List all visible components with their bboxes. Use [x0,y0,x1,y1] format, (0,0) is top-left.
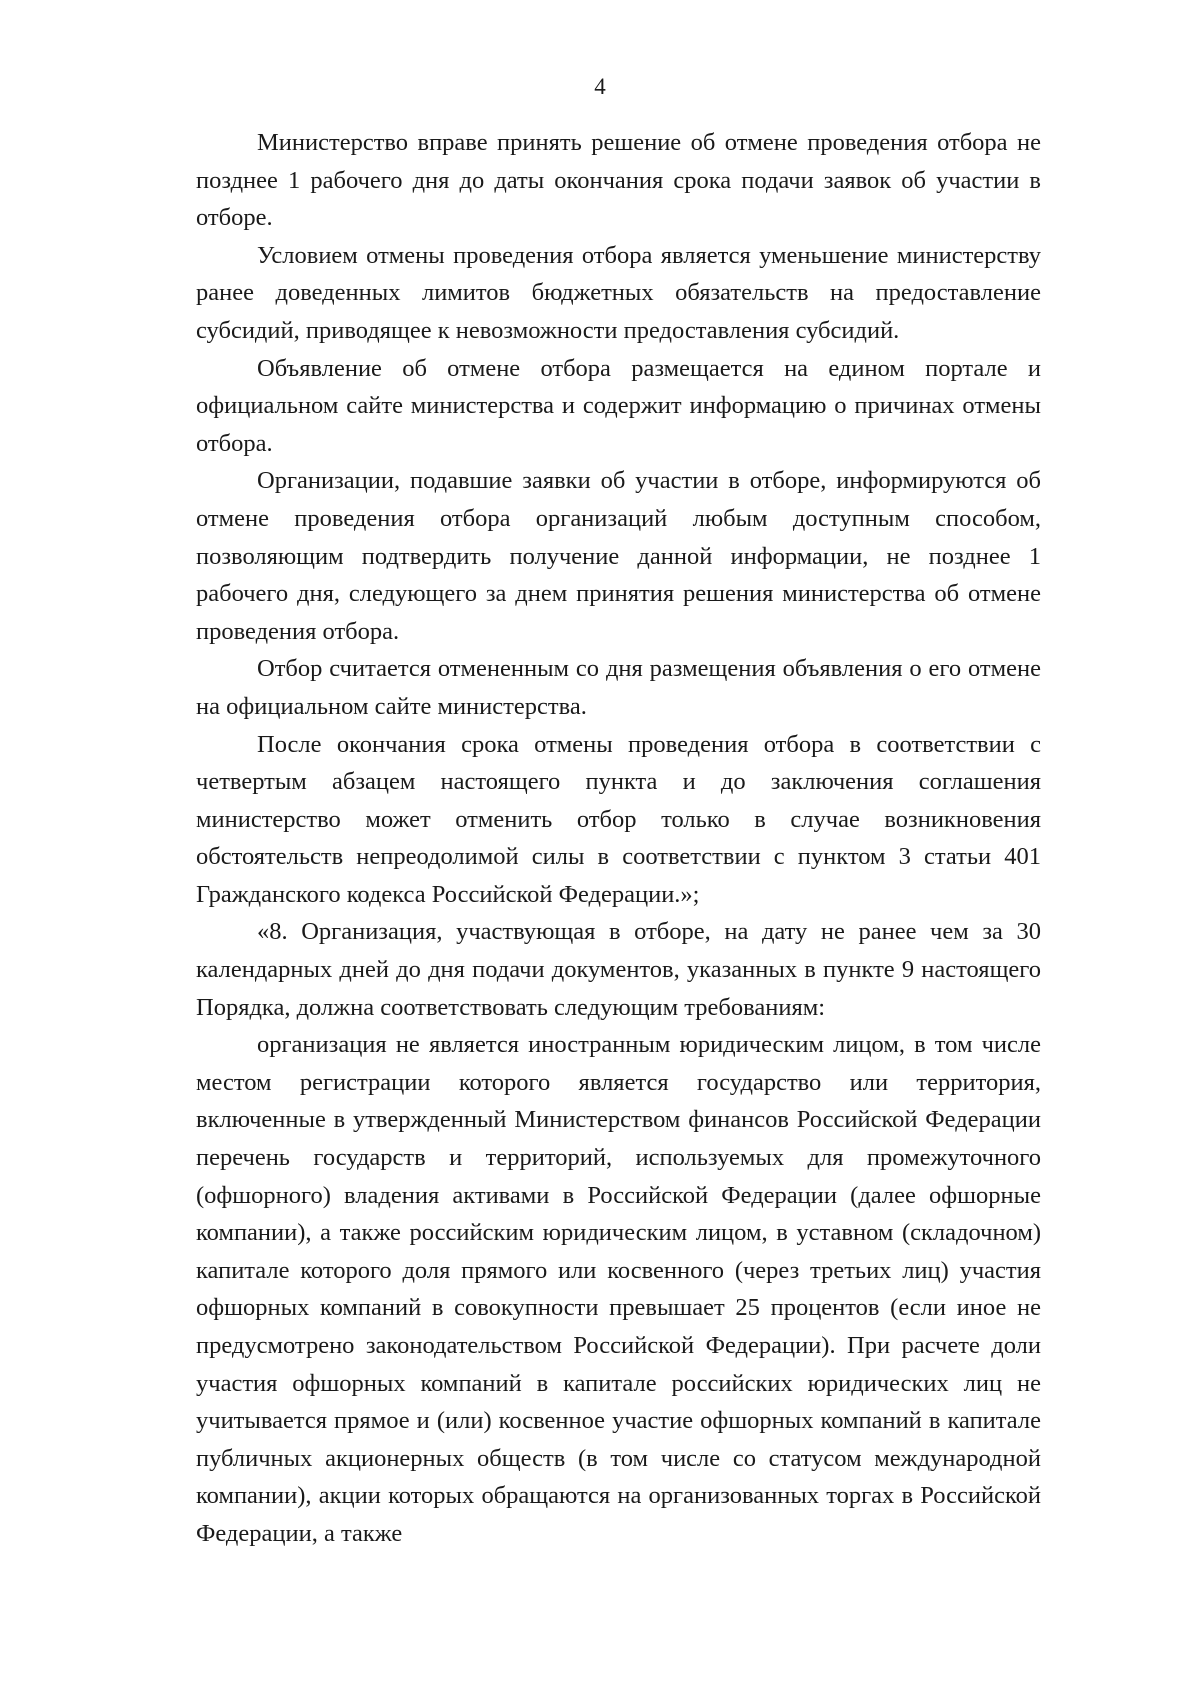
document-body [196,124,1041,1553]
paragraph: Условием отмены проведения отбора является уменьшение министерству ранее доведенных лимитов бюджетных обязательств на предоставление субсидий, приводящее к невозможности предоставления субсидий. [196,241,1041,344]
page-number: 4 [594,74,606,99]
paragraph: Организации, подавшие заявки об участии в отборе, информируются об отмене проведения отбора организаций любым доступным способом, позволяющим подтвердить получение данной информации, не позднее 1 рабочего дня, следующего за днем принятия решения министерства об отмене проведения отбора. [196,467,1041,645]
paragraph: Объявление об отмене отбора размещается на едином портале и официальном сайте министерства и содержит информацию о причинах отмены отбора. [196,354,1041,457]
paragraph: Отбор считается отмененным со дня размещения объявления о его отмене на официальном сайте министерства. [196,655,1041,720]
paragraph: Министерство вправе принять решение об отмене проведения отбора не позднее 1 рабочего дня до даты окончания срока подачи заявок об участии в отборе. [196,129,1041,232]
paragraph: организация не является иностранным юридическим лицом, в том числе местом регистрации которого является государство или территория, включенные в утвержденный Министерством финансов Российской Федерации перечень государств и территорий, используемых для промежуточного (офшорного) владения активами в Российской Федерации (далее офшорные компании), а также российским юридическим лицом, в уставном (складочном) капитале которого доля прямого или косвенного (через третьих лиц) участия офшорных компаний в совокупности превышает 25 процентов (если иное не предусмотрено законодательством Российской Федерации). При расчете доли участия офшорных компаний в капитале российских юридических лиц не учитывается прямое и (или) косвенное участие офшорных компаний в капитале публичных акционерных обществ (в том числе со статусом международной компании), акции которых обращаются на организованных торгах в Российской Федерации, а также [196,1031,1041,1547]
paragraph: «8. Организация, участвующая в отборе, на дату не ранее чем за 30 календарных дней до дня подачи документов, указанных в пункте 9 настоящего Порядка, должна соответствовать следующим требованиям: [196,918,1041,1021]
paragraph: После окончания срока отмены проведения отбора в соответствии с четвертым абзацем настоящего пункта и до заключения соглашения министерство может отменить отбор только в случае возникновения обстоятельств непреодолимой силы в соответствии с пунктом 3 статьи 401 Гражданского кодекса Российской Федерации.»; [196,730,1041,908]
